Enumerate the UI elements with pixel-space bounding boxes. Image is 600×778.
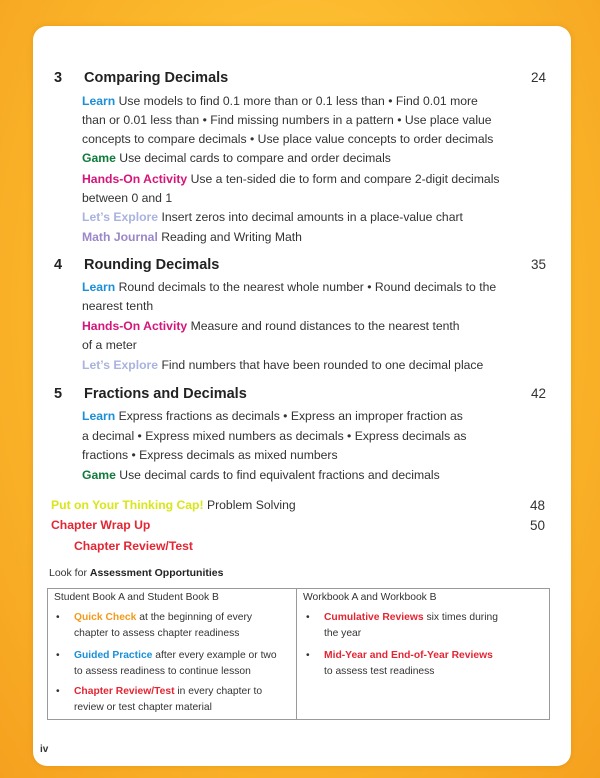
left-column-header: Student Book A and Student Book B bbox=[54, 592, 219, 603]
game-label: Game bbox=[82, 151, 116, 165]
bullet: • bbox=[56, 686, 60, 697]
line-text: Reading and Writing Math bbox=[157, 230, 302, 244]
item-line: at the beginning of every bbox=[136, 612, 253, 623]
chapter-review-entry bbox=[74, 539, 374, 553]
toc-line bbox=[82, 466, 502, 486]
line-text: Round decimals to the nearest whole number • Round decimals to the bbox=[115, 280, 497, 294]
column-divider bbox=[296, 589, 297, 719]
assessment-intro-bold: Assessment Opportunities bbox=[89, 567, 224, 579]
assessment-intro: Look for bbox=[49, 567, 90, 579]
page-folio: iv bbox=[40, 744, 49, 755]
toc-line bbox=[82, 92, 502, 112]
line-text: Find numbers that have been rounded to one decimal place bbox=[158, 358, 484, 372]
learn-label: Learn bbox=[82, 94, 116, 108]
item-line: to assess test readiness bbox=[324, 666, 435, 677]
line-text: Use decimal cards to find equivalent fractions and decimals bbox=[115, 468, 440, 482]
section-page: 42 bbox=[530, 386, 546, 401]
line-text: Measure and round distances to the nearest tenth bbox=[187, 319, 460, 333]
section-page: 35 bbox=[530, 257, 546, 272]
item-line: six times during bbox=[423, 612, 498, 623]
assessment-box bbox=[47, 588, 550, 720]
journal-label: Math Journal bbox=[82, 230, 158, 244]
learn-label: Learn bbox=[82, 280, 116, 294]
bullet: • bbox=[306, 612, 310, 623]
toc-line bbox=[82, 356, 502, 376]
section-number: 3 bbox=[54, 70, 63, 86]
toc-line bbox=[82, 407, 502, 427]
right-column-header: Workbook A and Workbook B bbox=[303, 592, 437, 603]
section-title: Comparing Decimals bbox=[84, 70, 229, 86]
assessment-item-quick-check bbox=[56, 610, 291, 644]
assessment-item-guided-practice bbox=[56, 648, 291, 682]
assessment-item-cumulative-reviews bbox=[306, 610, 541, 644]
section-number: 5 bbox=[54, 386, 63, 402]
toc-line bbox=[82, 149, 502, 169]
thinking-cap-page: 48 bbox=[529, 498, 545, 513]
mid-year-reviews-label: Mid-Year and End-of-Year Reviews bbox=[324, 650, 493, 661]
toc-line bbox=[82, 446, 502, 466]
thinking-cap-text: Problem Solving bbox=[203, 498, 296, 512]
toc-line bbox=[82, 297, 502, 317]
line-text: a decimal • Express mixed numbers as decimals • Express decimals as bbox=[82, 429, 467, 443]
chapter-review-label: Chapter Review/Test bbox=[74, 539, 193, 553]
learn-label: Learn bbox=[82, 409, 116, 423]
section-page: 24 bbox=[530, 70, 546, 85]
line-text: nearest tenth bbox=[82, 299, 154, 313]
bullet: • bbox=[306, 650, 310, 661]
line-text: Insert zeros into decimal amounts in a place-value chart bbox=[158, 210, 463, 224]
chapter-wrap-up-entry bbox=[51, 518, 545, 532]
toc-line bbox=[82, 189, 502, 209]
line-text: than or 0.01 less than • Find missing numbers in a pattern • Use place value bbox=[82, 113, 492, 127]
assessment-item-chapter-review bbox=[56, 684, 291, 718]
wrap-up-page: 50 bbox=[529, 518, 545, 533]
section-number: 4 bbox=[54, 257, 63, 273]
section-title: Fractions and Decimals bbox=[84, 386, 247, 402]
toc-line bbox=[82, 427, 502, 447]
section-title: Rounding Decimals bbox=[84, 257, 220, 273]
line-text: Use decimal cards to compare and order decimals bbox=[115, 151, 391, 165]
item-text bbox=[324, 610, 534, 642]
thinking-cap-entry bbox=[51, 498, 545, 512]
thinking-cap-label: Put on Your Thinking Cap! bbox=[51, 498, 204, 512]
cumulative-reviews-label: Cumulative Reviews bbox=[324, 612, 424, 623]
toc-line bbox=[82, 228, 502, 248]
line-text: Use a ten-sided die to form and compare 2-digit decimals bbox=[187, 172, 500, 186]
line-text: between 0 and 1 bbox=[82, 191, 173, 205]
line-text: concepts to compare decimals • Use place value concepts to order decimals bbox=[82, 132, 494, 146]
hands-on-label: Hands-On Activity bbox=[82, 172, 188, 186]
toc-line bbox=[82, 208, 502, 228]
line-text: Express fractions as decimals • Express an improper fraction as bbox=[115, 409, 463, 423]
item-text bbox=[324, 648, 534, 680]
hands-on-label: Hands-On Activity bbox=[82, 319, 188, 333]
quick-check-label: Quick Check bbox=[74, 612, 137, 623]
item-text bbox=[74, 610, 284, 642]
toc-line bbox=[82, 336, 502, 356]
toc-line bbox=[82, 278, 502, 298]
section-rounding-decimals bbox=[54, 257, 546, 377]
chapter-review-label: Chapter Review/Test bbox=[74, 686, 175, 697]
toc-line bbox=[82, 130, 502, 150]
toc-line bbox=[82, 111, 502, 131]
explore-label: Let’s Explore bbox=[82, 358, 159, 372]
explore-label: Let’s Explore bbox=[82, 210, 159, 224]
assessment-heading bbox=[49, 567, 223, 579]
toc-line bbox=[82, 170, 522, 190]
section-fractions-and-decimals bbox=[54, 386, 546, 486]
line-text: fractions • Express decimals as mixed numbers bbox=[82, 448, 338, 462]
item-text bbox=[74, 648, 284, 680]
item-line: in every chapter to bbox=[174, 686, 263, 697]
item-line: the year bbox=[324, 628, 362, 639]
item-line: after every example or two bbox=[152, 650, 277, 661]
toc-line bbox=[82, 317, 502, 337]
item-text bbox=[74, 684, 284, 716]
wrap-up-label: Chapter Wrap Up bbox=[51, 518, 151, 532]
assessment-item-mid-year-reviews bbox=[306, 648, 541, 682]
item-line: chapter to assess chapter readiness bbox=[74, 628, 240, 639]
line-text: of a meter bbox=[82, 338, 137, 352]
bullet: • bbox=[56, 612, 60, 623]
section-comparing-decimals bbox=[54, 70, 546, 250]
line-text: Use models to find 0.1 more than or 0.1 less than • Find 0.01 more bbox=[115, 94, 478, 108]
guided-practice-label: Guided Practice bbox=[74, 650, 153, 661]
item-line: review or test chapter material bbox=[74, 702, 212, 713]
game-label: Game bbox=[82, 468, 116, 482]
bullet: • bbox=[56, 650, 60, 661]
item-line: to assess readiness to continue lesson bbox=[74, 666, 251, 677]
